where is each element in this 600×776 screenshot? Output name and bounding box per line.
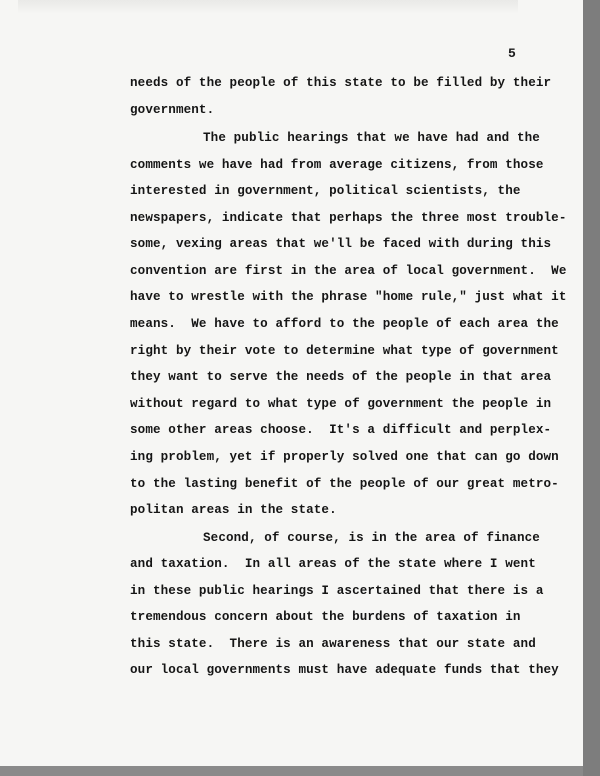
text-line: means. We have to afford to the people of each area the (130, 317, 559, 331)
text-line: this state. There is an awareness that our state and (130, 637, 536, 651)
text-line: newspapers, indicate that perhaps the three most trouble- (130, 211, 567, 225)
text-line: interested in government, political scientists, the (130, 184, 521, 198)
paragraph-start-line: Second, of course, is in the area of finance (203, 531, 540, 545)
text-line: they want to serve the needs of the people in that area (130, 370, 552, 384)
text-line: tremendous concern about the burdens of taxation in (130, 610, 521, 624)
text-line: ing problem, yet if properly solved one that can go down (130, 450, 559, 464)
text-line: some, vexing areas that we'll be faced with during this (130, 237, 552, 251)
page-number: 5 (508, 46, 516, 61)
text-line: politan areas in the state. (130, 503, 337, 517)
text-line: to the lasting benefit of the people of our great metro- (130, 477, 559, 491)
text-line: right by their vote to determine what type of government (130, 344, 559, 358)
paragraph-start-line: The public hearings that we have had and the (203, 131, 540, 145)
text-line: have to wrestle with the phrase "home rule," just what it (130, 290, 567, 304)
text-line: comments we have had from average citizens, from those (130, 158, 544, 172)
text-line: without regard to what type of government the people in (130, 397, 552, 411)
text-line: in these public hearings I ascertained that there is a (130, 584, 544, 598)
text-line: some other areas choose. It's a difficult and perplex- (130, 423, 552, 437)
text-line: government. (130, 103, 215, 117)
text-line: convention are first in the area of local government. We (130, 264, 567, 278)
text-line: our local governments must have adequate funds that they (130, 663, 559, 677)
text-line: needs of the people of this state to be filled by their (130, 76, 552, 90)
scan-top-strip (18, 0, 518, 14)
text-line: and taxation. In all areas of the state where I went (130, 557, 536, 571)
scan-background-edge (583, 0, 600, 776)
